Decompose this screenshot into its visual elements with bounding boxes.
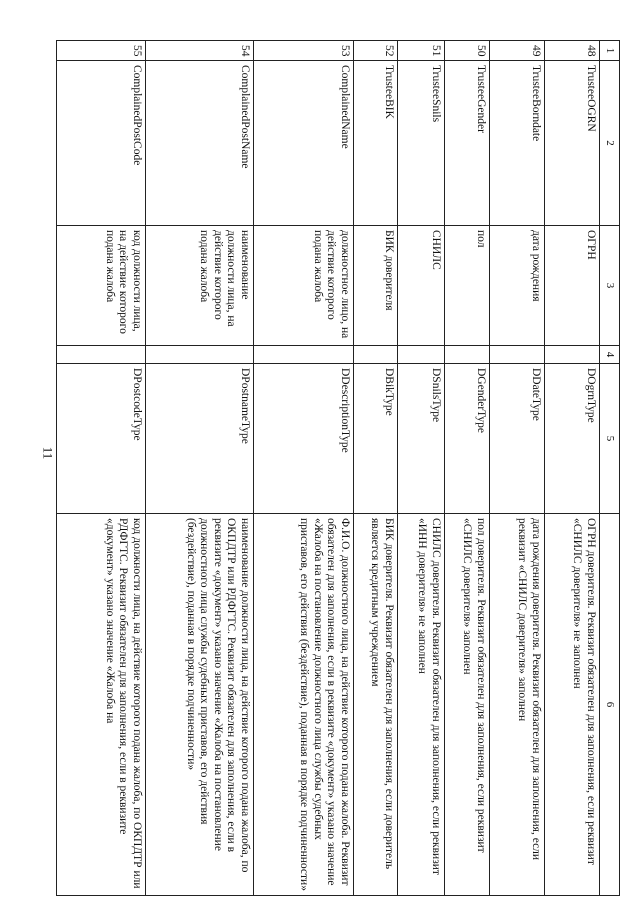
element-description: СНИЛС	[398, 226, 445, 346]
element-type: DDateType	[490, 364, 545, 514]
element-flag	[490, 346, 545, 364]
element-flag	[398, 346, 445, 364]
element-note: код должности лица, на действие которого подана жалоба, по ОКПДТР или РДФГТС. Реквизит обязателен для заполнения, если в реквизите «документ» указано значение «Жалоба на	[57, 514, 146, 896]
element-type: DDescriptionType	[254, 364, 354, 514]
element-description: БИК доверителя	[354, 226, 398, 346]
row-number: 52	[354, 41, 398, 61]
rotated-page-content	[56, 40, 620, 895]
element-flag	[545, 346, 600, 364]
element-flag	[445, 346, 490, 364]
element-note: наименование должности лица, на действие которого подана жалоба, по ОКПДТР или РДФГТС. Реквизит обязателен для заполнения, если в реквизите «документ» указано значение «Жалоба на постановление должностного лица службы судебных приставов, его действия (бездействие), поданная в порядке подчиненности»	[146, 514, 254, 896]
element-flag	[57, 346, 146, 364]
row-number: 49	[490, 41, 545, 61]
element-description: наименование должности лица, на действие которого подана жалоба	[146, 226, 254, 346]
table-row	[57, 41, 146, 896]
table-header-row	[600, 41, 620, 896]
table-row	[254, 41, 354, 896]
element-name: TrusteeGender	[445, 61, 490, 226]
element-flag	[354, 346, 398, 364]
element-name: ComplainedName	[254, 61, 354, 226]
element-description: дата рождения	[490, 226, 545, 346]
element-note: пол доверителя. Реквизит обязателен для заполнения, если реквизит «СНИЛС доверителя» заполнен	[445, 514, 490, 896]
element-description: должностное лицо, на действие которого подана жалоба	[254, 226, 354, 346]
row-number: 54	[146, 41, 254, 61]
element-note: дата рождения доверителя. Реквизит обязателен для заполнения, если реквизит «СНИЛС доверителя» заполнен	[490, 514, 545, 896]
element-description: ОГРН	[545, 226, 600, 346]
element-note: Ф.И.О. должностного лица, на действие которого подана жалоба. Реквизит обязателен для заполнения, если в реквизите «документ» указано значение «Жалоба на постановление должностного лица службы судебных приставов, его действия (бездействие), поданная в порядке подчиненности»	[254, 514, 354, 896]
table-row	[490, 41, 545, 896]
element-note: СНИЛС доверителя. Реквизит обязателен для заполнения, если реквизит «ИНН доверителя» не заполнен	[398, 514, 445, 896]
column-header: 1	[600, 41, 620, 61]
element-type: DSnilsType	[398, 364, 445, 514]
row-number: 50	[445, 41, 490, 61]
element-type: DOgrnType	[545, 364, 600, 514]
element-name: ComplainedPostName	[146, 61, 254, 226]
row-number: 55	[57, 41, 146, 61]
table-row	[445, 41, 490, 896]
element-type: DGenderType	[445, 364, 490, 514]
element-description: код должности лица, на действие которого подана жалоба	[57, 226, 146, 346]
element-name: TrusteeBIK	[354, 61, 398, 226]
element-note: ОГРН доверителя. Реквизит обязателен для заполнения, если реквизит «СНИЛС доверителя» не заполнен	[545, 514, 600, 896]
element-description: пол	[445, 226, 490, 346]
row-number: 51	[398, 41, 445, 61]
element-type: DBikType	[354, 364, 398, 514]
column-header: 3	[600, 226, 620, 346]
element-type: DPostnameType	[146, 364, 254, 514]
table-row	[545, 41, 600, 896]
page-number: 11	[40, 446, 56, 460]
column-header: 2	[600, 61, 620, 226]
table-row	[146, 41, 254, 896]
element-name: TrusteeBorndate	[490, 61, 545, 226]
column-header: 6	[600, 514, 620, 896]
element-name: TrusteeSnils	[398, 61, 445, 226]
column-header: 5	[600, 364, 620, 514]
requisites-table	[56, 40, 620, 896]
row-number: 53	[254, 41, 354, 61]
element-note: БИК доверителя. Реквизит обязателен для заполнения, если доверитель является кредитным учреждением	[354, 514, 398, 896]
column-header: 4	[600, 346, 620, 364]
element-name: ComplainedPostCode	[57, 61, 146, 226]
row-number: 48	[545, 41, 600, 61]
table-row	[398, 41, 445, 896]
element-flag	[146, 346, 254, 364]
element-flag	[254, 346, 354, 364]
table-row	[354, 41, 398, 896]
element-name: TrusteeOGRN	[545, 61, 600, 226]
element-type: DPostcodeType	[57, 364, 146, 514]
